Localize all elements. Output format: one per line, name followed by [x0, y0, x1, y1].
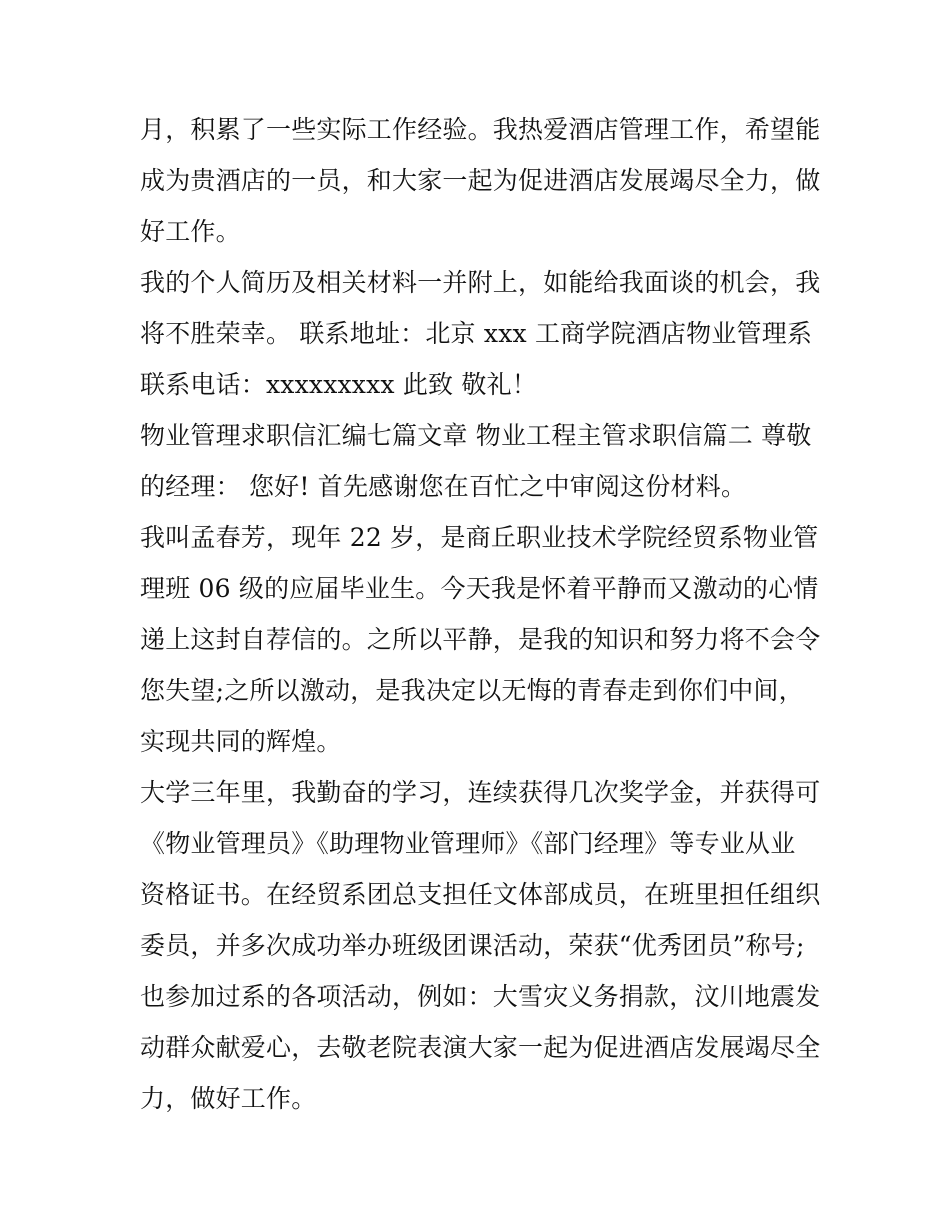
- text-line-13: 实现共同的辉煌。: [140, 727, 342, 756]
- text-line-10: 理班 06 级的应届毕业生。今天我是怀着平静而又激动的心情: [140, 574, 819, 603]
- text-line-3: 好工作。: [140, 217, 241, 246]
- text-line-20: 力，做好工作。: [140, 1084, 317, 1113]
- text-line-14: 大学三年里，我勤奋的学习，连续获得几次奖学金，并获得可: [140, 778, 821, 807]
- text-line-4: 我的个人简历及相关材料一并附上，如能给我面谈的机会，我: [140, 268, 821, 297]
- text-line-11: 递上这封自荐信的。之所以平静，是我的知识和努力将不会令: [140, 625, 821, 654]
- text-line-19: 动群众献爱心，去敬老院表演大家一起为促进酒店发展竭尽全: [140, 1033, 821, 1062]
- text-line-15: 《物业管理员》《助理物业管理师》《部门经理》等专业从业: [140, 829, 796, 858]
- text-line-6: 联系电话：xxxxxxxxx 此致 敬礼！: [140, 370, 537, 399]
- text-line-5: 将不胜荣幸。 联系地址：北京 xxx 工商学院酒店物业管理系: [140, 319, 813, 348]
- text-line-12: 您失望;之所以激动，是我决定以无悔的青春走到你们中间，: [140, 676, 804, 705]
- text-line-17: 委员，并多次成功举办班级团课活动，荣获“优秀团员”称号;: [140, 931, 805, 960]
- text-line-7: 物业管理求职信汇编七篇文章 物业工程主管求职信篇二 尊敬: [140, 421, 812, 450]
- text-line-9: 我叫孟春芳，现年 22 岁，是商丘职业技术学院经贸系物业管: [140, 523, 819, 552]
- text-line-1: 月，积累了一些实际工作经验。我热爱酒店管理工作，希望能: [140, 115, 821, 144]
- document-body: [140, 104, 820, 1124]
- text-line-18: 也参加过系的各项活动，例如：大雪灾义务捐款，汶川地震发: [140, 982, 821, 1011]
- text-line-8: 的经理： 您好! 首先感谢您在百忙之中审阅这份材料。: [140, 472, 747, 501]
- text-line-16: 资格证书。在经贸系团总支担任文体部成员，在班里担任组织: [140, 880, 821, 909]
- text-line-2: 成为贵酒店的一员，和大家一起为促进酒店发展竭尽全力，做: [140, 166, 821, 195]
